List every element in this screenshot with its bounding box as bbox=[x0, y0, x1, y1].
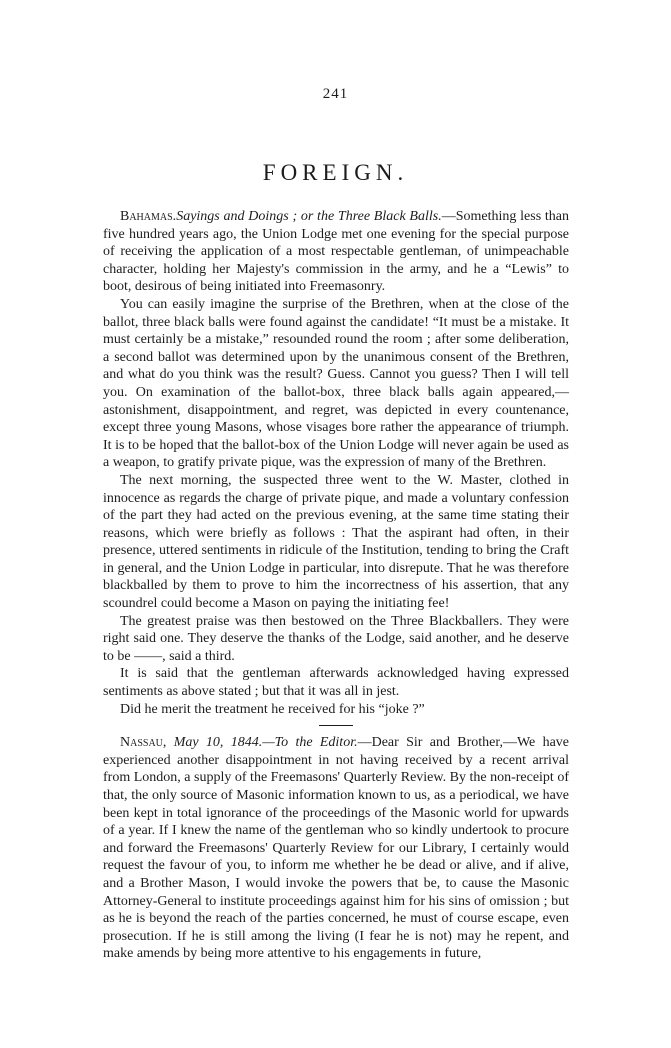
article2-paragraph bbox=[103, 734, 569, 963]
article1-paragraph-2: You can easily imagine the surprise of the Brethren, when at the close of the ballot, three black balls were found against the candidate! “It must be a mistake. It must certainly be a mistake,” resounded round the room ; after some deliberation, a second ballot was determined upon by the unanimous consent of the Brethren, and what do you think was the result? Guess. Cannot you guess? Then I will tell you. On examination of the ballot-box, three black balls again appeared,—astonishment, disappointment, and regret, was depicted in every countenance, except three young Masons, whose visages bore rather the appearance of triumph. It is to be hoped that the ballot-box of the Union Lodge will never again be used as a weapon, to gratify private pique, was the expression of many of the Brethren. bbox=[103, 296, 569, 471]
article1-heading: Sayings and Doings ; or the Three Black Balls. bbox=[176, 209, 442, 224]
article2-text: —Dear Sir and Brother,—We have experienced another disappointment in not having received by a recent arrival from London, a supply of the Freemasons' Quarterly Review. By the non-receipt of that, the only source of Masonic information known to us, as a periodical, we have been kept in total ignorance of the proceedings of the Masonic world for upwards of a year. If I knew the name of the gentleman who so kindly undertook to procure and forward the Freemasons' Quarterly Review for our Library, I certainly would request the favour of you, to inform me whether he be dead or alive, and if alive, and a Brother Mason, I would invoke the powers that be, to cause the Masonic Attorney-General to institute proceedings against him for his sins of omission ; but as he is beyond the reach of the parties concerned, he must of course escape, even prosecution. If he is still among the living (I fear he is not) may he repent, and make amends by being more attentive to his engagements in future, bbox=[103, 735, 569, 962]
page-number: 241 bbox=[322, 86, 349, 102]
article1-paragraph-6: Did he merit the treatment he received for his “joke ?” bbox=[120, 701, 425, 717]
article1-paragraph-3: The next morning, the suspected three went to the W. Master, clothed in innocence as regards the charge of private pique, and made a voluntary confession of the part they had acted on the previous evening, at the same time stating their reasons, which were briefly as follows : That the aspirant had often, in their presence, uttered sentiments in ridicule of the Institution, tending to bring the Craft in general, and the Union Lodge in particular, into disrepute. That he was therefore blackballed by them to prove to him the incorrectness of his assertion, that any scoundrel could become a Mason on paying the initiating fee! bbox=[103, 472, 569, 612]
article1-paragraph-4: The greatest praise was then bestowed on the Three Blackballers. They were right said one. They deserve the thanks of the Lodge, said another, and he deserve to be ——, said a third. bbox=[103, 613, 569, 664]
article1-paragraph-1 bbox=[103, 208, 569, 296]
article2-date: May 10, 1844. bbox=[173, 735, 263, 751]
article2-heading: —To the Editor. bbox=[262, 735, 358, 751]
article2-place: Nassau, bbox=[120, 735, 167, 751]
article-body bbox=[103, 208, 569, 963]
section-title: FOREIGN. bbox=[262, 160, 409, 185]
article1-text: —Something less than five hundred years ago, the Union Lodge met one evening for the special purpose of receiving the application of a most respectable gentleman, of unimpeachable character, holding her Majesty's commission in the army, and he a “Lewis” to boot, desirous of being initiated into Freemasonry. bbox=[103, 209, 569, 295]
section-divider bbox=[319, 725, 353, 726]
article1-place: Bahamas. bbox=[120, 209, 177, 224]
article1-paragraph-5: It is said that the gentleman afterwards acknowledged having expressed sentiments as above stated ; but that it was all in jest. bbox=[103, 666, 569, 700]
